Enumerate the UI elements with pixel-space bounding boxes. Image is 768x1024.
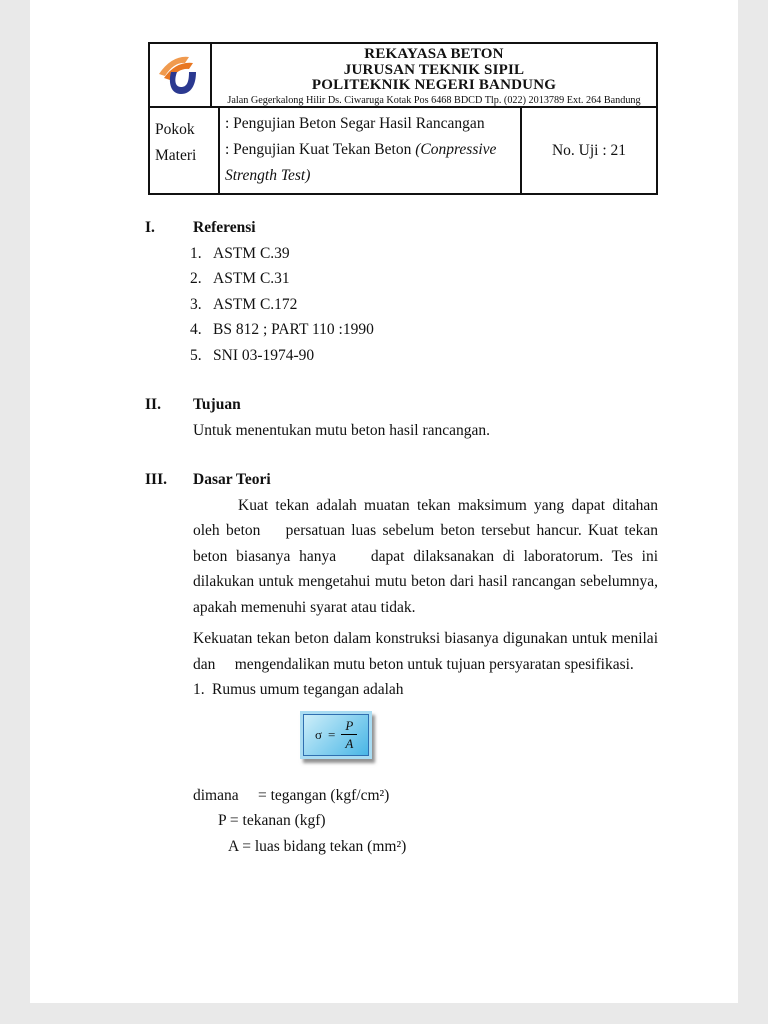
org-title-line-2: JURUSAN TEKNIK SIPIL	[343, 61, 525, 78]
section-heading-referensi	[145, 215, 658, 241]
section-numeral: II.	[145, 396, 161, 413]
list-item-number: 1.	[190, 244, 202, 262]
letterhead-top-row	[150, 44, 656, 106]
materi-line-1: : Pengujian Beton Segar Hasil Rancangan	[225, 115, 485, 132]
dasar-teori-paragraph-2: Kekuatan tekan beton dalam konstruksi biasanya digunakan untuk menilai dan mengendalikan mutu beton untuk tujuan persyaratan spesifikasi.	[193, 630, 662, 673]
org-address: Jalan Gegerkalong Hilir Ds. Ciwaruga Kotak Pos 6468 BDCD Tlp. (022) 2013789 Ext. 264 Bandung	[227, 94, 641, 106]
list-item-number: 5.	[190, 346, 202, 364]
list-item	[190, 292, 658, 318]
section-numeral: III.	[145, 471, 167, 488]
letterhead-subject-row	[150, 106, 656, 193]
stress-formula	[303, 714, 369, 756]
list-item-number: 3.	[190, 295, 202, 313]
fraction-numerator: P	[341, 718, 357, 735]
dimana-label: dimana	[193, 786, 239, 804]
section-heading-tujuan	[145, 392, 658, 418]
list-item-text: Rumus umum tegangan adalah	[212, 681, 404, 698]
tujuan-body: Untuk menentukan mutu beton hasil rancangan.	[193, 421, 491, 439]
logo-cell	[150, 44, 212, 106]
org-title-line-1: REKAYASA BETON	[364, 46, 504, 62]
pokok-label-line-1: Pokok	[155, 121, 195, 138]
document-page	[30, 0, 738, 1003]
rumus-list-item	[193, 677, 658, 703]
stress-formula-box	[300, 711, 372, 759]
section-title: Tujuan	[193, 396, 241, 413]
materi-line-2-italic: (Conpressive	[415, 141, 497, 158]
letterhead-table	[148, 42, 658, 195]
polban-logo-icon	[157, 53, 203, 97]
list-item-text: ASTM C.39	[213, 244, 290, 262]
letterhead-title-cell	[212, 44, 656, 106]
list-item-text: BS 812 ; PART 110 :1990	[213, 321, 374, 338]
referensi-list	[190, 241, 658, 369]
pokok-materi-label-cell	[150, 108, 220, 193]
document-body	[145, 215, 662, 859]
section-numeral: I.	[145, 219, 155, 236]
materi-line-2	[225, 137, 516, 163]
list-item	[190, 343, 658, 369]
dimana-value: = tegangan (kgf/cm²)	[258, 786, 390, 804]
dimana-line-3: A = luas bidang tekan (mm²)	[228, 837, 407, 855]
materi-line-3: Strength Test)	[225, 167, 311, 184]
materi-content-cell	[220, 108, 522, 193]
fraction-denominator: A	[345, 735, 354, 751]
list-item	[190, 266, 658, 292]
list-item-number: 2.	[190, 270, 202, 287]
dasar-teori-paragraph-1: Kuat tekan adalah muatan tekan maksimum yang dapat ditahan oleh beton persatuan luas sebelum beton tersebut hancur. Kuat tekan beton biasanya hanya dapat dilaksanakan di laboratorum. Tes ini dilakukan untuk mengetahui mutu beton dari hasil rancangan sebelumnya, apakah memenuhi syarat atau tidak.	[193, 496, 662, 616]
list-item-text: ASTM C.31	[213, 270, 290, 287]
section-heading-dasar-teori	[145, 467, 658, 493]
no-uji-cell: No. Uji : 21	[551, 141, 627, 159]
materi-line-2-regular: : Pengujian Kuat Tekan Beton	[225, 141, 416, 158]
equals-sign: =	[328, 726, 336, 742]
section-title: Referensi	[193, 219, 256, 236]
list-item	[190, 317, 658, 343]
org-title-line-3: POLITEKNIK NEGERI BANDUNG	[311, 77, 557, 93]
list-item-text: ASTM C.172	[213, 295, 298, 313]
fraction	[341, 718, 357, 751]
list-item-number: 4.	[190, 321, 202, 338]
sigma-symbol: σ	[315, 726, 323, 742]
dimana-line-2: P = tekanan (kgf)	[218, 812, 326, 829]
list-item	[190, 241, 658, 267]
dimana-line-1	[193, 783, 658, 809]
list-item-number: 1.	[193, 681, 205, 698]
list-item-text: SNI 03-1974-90	[213, 346, 315, 364]
pokok-label-line-2: Materi	[155, 147, 197, 164]
section-title: Dasar Teori	[193, 471, 271, 488]
